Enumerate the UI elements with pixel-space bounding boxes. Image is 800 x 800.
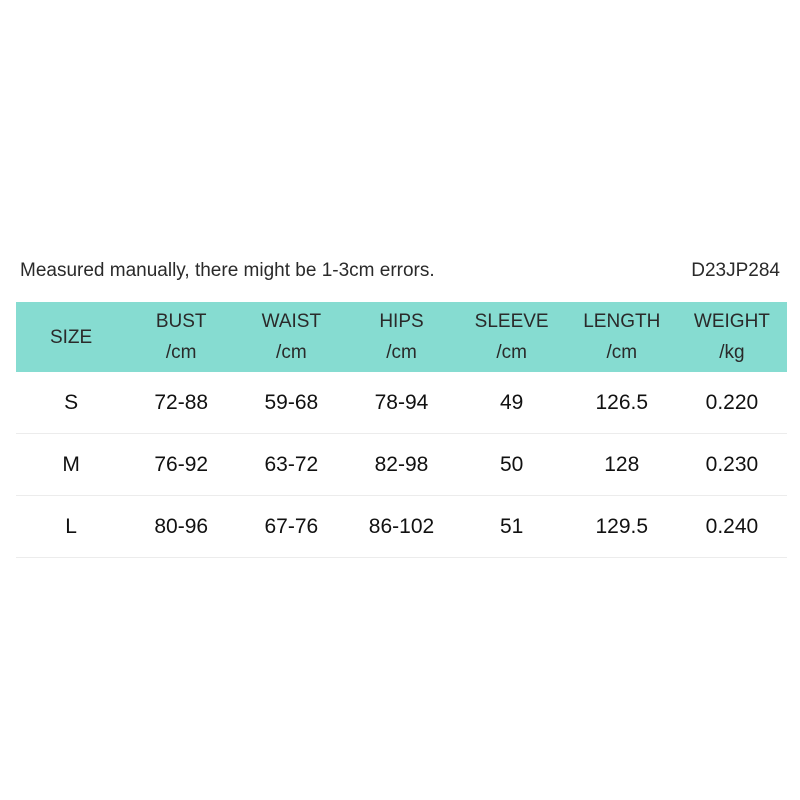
size-chart-table [16, 302, 787, 558]
weight-cell: 0.230 [677, 434, 787, 496]
table-row [16, 372, 787, 434]
column-header-weight [677, 302, 787, 372]
measurement-note: Measured manually, there might be 1-3cm errors. [20, 260, 435, 281]
hips-cell: 86-102 [346, 496, 456, 558]
bust-cell: 80-96 [126, 496, 236, 558]
column-header-sleeve [457, 302, 567, 372]
column-label: WEIGHT [693, 311, 770, 332]
size-cell: S [16, 372, 126, 434]
column-unit: /cm [165, 342, 197, 363]
sleeve-cell: 49 [457, 372, 567, 434]
size-cell: M [16, 434, 126, 496]
column-unit: /cm [386, 342, 417, 363]
column-label: BUST [155, 311, 207, 332]
sleeve-cell: 51 [457, 496, 567, 558]
bust-cell: 72-88 [126, 372, 236, 434]
table-body [16, 372, 787, 558]
column-label: SLEEVE [474, 311, 549, 332]
hips-cell: 78-94 [346, 372, 456, 434]
length-cell: 128 [567, 434, 677, 496]
bust-cell: 76-92 [126, 434, 236, 496]
column-header-length [567, 302, 677, 372]
length-cell: 126.5 [567, 372, 677, 434]
column-label: WAIST [261, 311, 322, 332]
length-cell: 129.5 [567, 496, 677, 558]
column-header-bust [126, 302, 236, 372]
column-unit: /cm [496, 342, 527, 363]
column-unit: /cm [606, 342, 638, 363]
table-row [16, 434, 787, 496]
column-unit: /cm [276, 342, 307, 363]
column-header-size [16, 302, 126, 372]
waist-cell: 59-68 [236, 372, 346, 434]
hips-cell: 82-98 [346, 434, 456, 496]
sleeve-cell: 50 [457, 434, 567, 496]
size-cell: L [16, 496, 126, 558]
column-label: HIPS [379, 311, 424, 332]
waist-cell: 67-76 [236, 496, 346, 558]
table-header [16, 302, 787, 372]
column-label: SIZE [49, 326, 93, 348]
weight-cell: 0.220 [677, 372, 787, 434]
column-unit: /kg [719, 342, 745, 363]
column-header-waist [236, 302, 346, 372]
waist-cell: 63-72 [236, 434, 346, 496]
note-row [20, 258, 780, 284]
weight-cell: 0.240 [677, 496, 787, 558]
column-header-hips [346, 302, 456, 372]
product-code: D23JP284 [691, 260, 780, 281]
header-row [16, 302, 787, 372]
table-row [16, 496, 787, 558]
column-label: LENGTH [583, 311, 661, 332]
